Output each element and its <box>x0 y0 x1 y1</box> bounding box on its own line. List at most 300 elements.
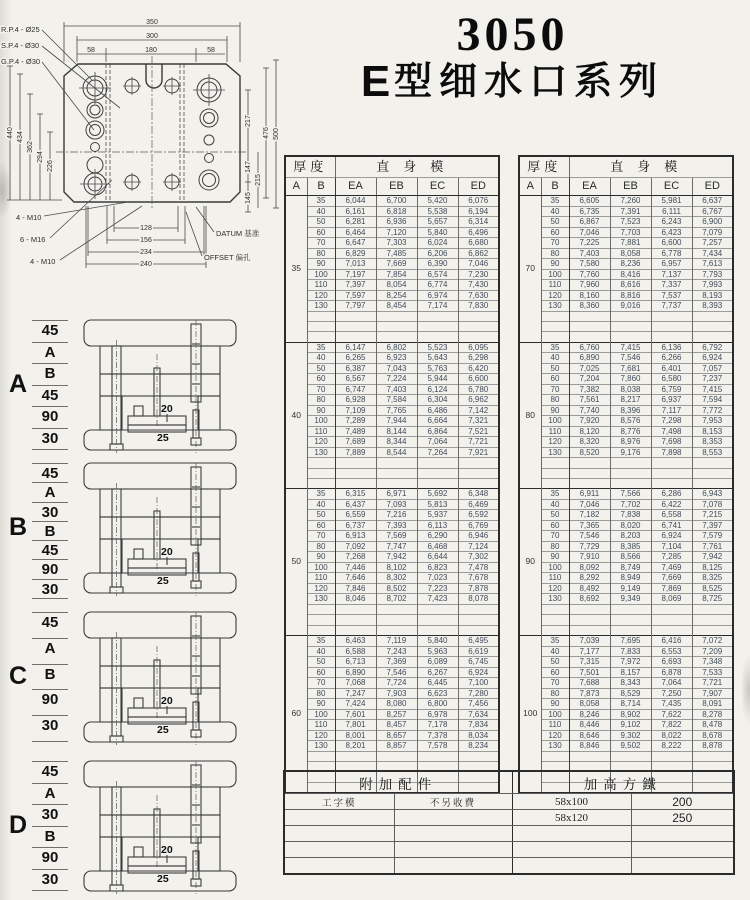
blank-cell <box>376 321 417 331</box>
dim-20-label: 20 <box>161 546 173 558</box>
price-cell: 6,416 <box>651 636 692 647</box>
price-row <box>519 730 733 741</box>
b-thickness-cell: 100 <box>541 269 569 280</box>
b-thickness-cell: 40 <box>307 353 335 364</box>
price-cell: 6,605 <box>569 196 610 207</box>
price-cell: 6,600 <box>651 238 692 249</box>
price-cell: 7,424 <box>335 699 376 710</box>
price-cell: 6,878 <box>651 667 692 678</box>
price-cell: 6,943 <box>692 489 733 500</box>
blank-cell <box>692 468 733 478</box>
price-cell: 6,553 <box>651 646 692 657</box>
price-cell: 9,302 <box>610 730 651 741</box>
price-row <box>285 562 499 573</box>
b-thickness-cell: 130 <box>307 301 335 312</box>
price-cell: 7,415 <box>610 342 651 353</box>
blank-cell <box>610 751 651 761</box>
price-row <box>519 499 733 510</box>
series-text: 型细水口系列 <box>394 61 665 104</box>
accessory-row <box>284 794 734 810</box>
blank-cell <box>610 604 651 614</box>
price-cell: 6,314 <box>458 217 499 228</box>
price-cell: 7,223 <box>417 583 458 594</box>
b-thickness-cell: 50 <box>307 363 335 374</box>
price-cell: 6,693 <box>651 657 692 668</box>
price-cell: 7,860 <box>610 374 651 385</box>
price-row <box>519 363 733 374</box>
blank-row <box>519 332 733 342</box>
price-cell: 7,068 <box>335 678 376 689</box>
price-cell: 7,264 <box>417 447 458 458</box>
blank-cell <box>692 604 733 614</box>
price-cell: 7,729 <box>569 541 610 552</box>
price-cell: 8,246 <box>569 709 610 720</box>
price-cell: 8,144 <box>376 426 417 437</box>
price-cell: 8,502 <box>376 583 417 594</box>
price-cell: 6,823 <box>417 562 458 573</box>
price-row <box>285 541 499 552</box>
price-cell: 6,044 <box>335 196 376 207</box>
blank-cell <box>610 332 651 342</box>
b-thickness-cell: 120 <box>307 730 335 741</box>
price-cell: 6,390 <box>417 259 458 270</box>
dimension-ladder <box>32 457 68 597</box>
price-cell: 6,304 <box>417 395 458 406</box>
col-b-header: B <box>307 178 335 196</box>
price-cell: 8,092 <box>569 562 610 573</box>
b-thickness-cell: 40 <box>307 499 335 510</box>
price-cell: 8,160 <box>569 290 610 301</box>
price-cell: 7,760 <box>569 269 610 280</box>
mold-cross-section <box>68 314 254 454</box>
price-cell: 9,102 <box>610 720 651 731</box>
blank-cell <box>307 332 335 342</box>
price-cell: 7,268 <box>335 552 376 563</box>
price-row <box>285 552 499 563</box>
price-cell: 6,647 <box>335 238 376 249</box>
blank-cell <box>376 625 417 635</box>
price-cell: 7,423 <box>417 594 458 605</box>
b-thickness-cell: 110 <box>541 280 569 291</box>
price-cell: 7,079 <box>692 227 733 238</box>
price-row <box>285 405 499 416</box>
b-thickness-cell: 60 <box>541 374 569 385</box>
price-cell: 8,222 <box>651 741 692 752</box>
price-cell: 7,772 <box>692 405 733 416</box>
mold-cross-section <box>68 606 254 746</box>
price-cell: 8,058 <box>610 248 651 259</box>
price-cell: 6,974 <box>417 290 458 301</box>
price-cell: 6,923 <box>376 353 417 364</box>
price-cell: 7,215 <box>692 510 733 521</box>
price-cell: 6,422 <box>651 499 692 510</box>
price-row <box>285 531 499 542</box>
price-cell: 8,776 <box>610 426 651 437</box>
price-cell: 7,378 <box>417 730 458 741</box>
b-thickness-cell: 90 <box>307 405 335 416</box>
b-thickness-cell: 100 <box>307 709 335 720</box>
price-cell: 6,928 <box>335 395 376 406</box>
price-cell: 7,197 <box>335 269 376 280</box>
price-row <box>519 217 733 228</box>
price-cell: 7,303 <box>376 238 417 249</box>
accessory-cell <box>394 826 512 842</box>
price-cell: 7,403 <box>376 384 417 395</box>
b-thickness-cell: 80 <box>307 395 335 406</box>
price-cell: 7,721 <box>458 437 499 448</box>
price-cell: 5,523 <box>417 342 458 353</box>
dim-58-right: 58 <box>207 47 215 54</box>
price-row <box>519 280 733 291</box>
blank-cell <box>651 615 692 625</box>
blank-cell <box>569 321 610 331</box>
price-row <box>519 573 733 584</box>
straight-mold-header: 直身模 <box>569 156 733 178</box>
blank-cell <box>541 468 569 478</box>
price-cell: 7,298 <box>651 416 692 427</box>
price-cell: 7,430 <box>458 280 499 291</box>
b-thickness-cell: 130 <box>307 447 335 458</box>
blank-row <box>519 321 733 331</box>
price-cell: 6,468 <box>417 541 458 552</box>
price-cell: 8,102 <box>376 562 417 573</box>
b-thickness-cell: 80 <box>307 688 335 699</box>
b-thickness-cell: 120 <box>541 583 569 594</box>
dim-label: 45 <box>32 320 68 342</box>
price-cell: 6,580 <box>651 374 692 385</box>
callout-rp: R.P.4 - Ø25 <box>1 25 40 34</box>
price-row <box>519 395 733 406</box>
price-row <box>285 720 499 731</box>
price-cell: 8,393 <box>692 301 733 312</box>
price-cell: 8,353 <box>692 437 733 448</box>
blank-cell <box>541 751 569 761</box>
section-letter: A <box>8 369 28 398</box>
blank-cell <box>651 458 692 468</box>
blank-cell <box>307 311 335 321</box>
blank-cell <box>569 332 610 342</box>
price-cell: 6,913 <box>335 531 376 542</box>
thickness-header: 厚度 <box>285 156 335 178</box>
b-thickness-cell: 60 <box>307 227 335 238</box>
thickness-header: 厚度 <box>519 156 569 178</box>
b-thickness-cell: 40 <box>541 206 569 217</box>
price-cell: 6,290 <box>417 531 458 542</box>
price-cell: 6,867 <box>569 217 610 228</box>
price-row <box>285 269 499 280</box>
blank-cell <box>335 311 376 321</box>
price-cell: 7,838 <box>610 510 651 521</box>
b-thickness-cell: 100 <box>541 709 569 720</box>
price-cell: 6,862 <box>458 248 499 259</box>
blank-cell <box>610 625 651 635</box>
accessory-row <box>284 810 734 826</box>
price-cell: 6,747 <box>335 384 376 395</box>
price-cell: 7,646 <box>335 573 376 584</box>
price-row <box>519 196 733 207</box>
price-row <box>519 405 733 416</box>
price-cell: 6,700 <box>376 196 417 207</box>
dim-label: B <box>32 363 68 385</box>
price-cell: 6,760 <box>569 342 610 353</box>
blank-cell <box>458 468 499 478</box>
price-cell: 5,840 <box>417 227 458 238</box>
price-cell: 8,525 <box>692 583 733 594</box>
dim-label: 45 <box>32 385 68 407</box>
price-row <box>285 709 499 720</box>
blank-cell <box>458 332 499 342</box>
price-cell: 5,657 <box>417 217 458 228</box>
blank-row <box>285 321 499 331</box>
b-thickness-cell: 100 <box>307 562 335 573</box>
price-cell: 7,546 <box>569 531 610 542</box>
dim-25-label: 25 <box>157 432 169 444</box>
b-thickness-cell: 90 <box>307 552 335 563</box>
a-thickness-cell: 80 <box>519 342 541 489</box>
price-cell: 6,792 <box>692 342 733 353</box>
price-cell: 6,936 <box>376 217 417 228</box>
col-ed-header: ED <box>692 178 733 196</box>
blank-cell <box>569 478 610 488</box>
price-row <box>519 238 733 249</box>
b-thickness-cell: 90 <box>541 405 569 416</box>
price-cell: 7,064 <box>651 678 692 689</box>
col-ec-header: EC <box>651 178 692 196</box>
price-cell: 6,089 <box>417 657 458 668</box>
price-cell: 6,315 <box>335 489 376 500</box>
price-cell: 7,689 <box>335 437 376 448</box>
blank-cell <box>307 321 335 331</box>
price-cell: 7,953 <box>692 416 733 427</box>
price-cell: 5,763 <box>417 363 458 374</box>
dim-label: 30 <box>32 804 68 826</box>
price-cell: 8,529 <box>610 688 651 699</box>
price-row <box>519 248 733 259</box>
price-row <box>285 290 499 301</box>
blank-cell <box>307 458 335 468</box>
b-thickness-cell: 35 <box>541 196 569 207</box>
blank-cell <box>610 458 651 468</box>
price-cell: 8,325 <box>692 573 733 584</box>
price-cell: 8,878 <box>692 741 733 752</box>
b-thickness-cell: 50 <box>307 510 335 521</box>
blank-cell <box>458 615 499 625</box>
b-thickness-cell: 130 <box>541 447 569 458</box>
price-cell: 7,013 <box>335 259 376 270</box>
price-cell: 6,680 <box>458 238 499 249</box>
price-cell: 7,578 <box>417 741 458 752</box>
section-letter: D <box>8 810 28 839</box>
blank-row <box>285 751 499 761</box>
b-thickness-cell: 100 <box>307 416 335 427</box>
price-row <box>285 395 499 406</box>
blank-cell <box>376 615 417 625</box>
dim-label: A <box>32 342 68 364</box>
price-cell: 7,391 <box>610 206 651 217</box>
b-thickness-cell: 70 <box>307 531 335 542</box>
price-row <box>519 699 733 710</box>
price-row <box>519 594 733 605</box>
price-row <box>285 730 499 741</box>
price-cell: 8,646 <box>569 730 610 741</box>
dim-25-label: 25 <box>157 575 169 587</box>
price-cell: 7,064 <box>417 437 458 448</box>
price-cell: 7,243 <box>376 646 417 657</box>
blank-cell <box>417 625 458 635</box>
price-cell: 5,420 <box>417 196 458 207</box>
price-cell: 8,022 <box>651 730 692 741</box>
dimension-ladder <box>32 755 68 895</box>
riser-block-header: 加高方鐵 <box>512 771 734 794</box>
mold-section-D <box>4 755 266 895</box>
blank-cell <box>307 478 335 488</box>
price-cell: 8,278 <box>692 709 733 720</box>
price-cell: 7,695 <box>610 636 651 647</box>
blank-cell <box>541 311 569 321</box>
dim-label: 45 <box>32 761 68 783</box>
b-thickness-cell: 35 <box>541 489 569 500</box>
price-cell: 8,553 <box>692 447 733 458</box>
b-thickness-cell: 70 <box>307 678 335 689</box>
price-row <box>519 531 733 542</box>
price-cell: 7,960 <box>569 280 610 291</box>
price-cell: 6,818 <box>376 206 417 217</box>
price-cell: 7,737 <box>651 301 692 312</box>
dim-label: 30 <box>32 428 68 451</box>
price-cell: 6,486 <box>417 405 458 416</box>
blank-cell <box>610 311 651 321</box>
price-cell: 6,124 <box>417 384 458 395</box>
blank-cell <box>417 458 458 468</box>
price-cell: 7,580 <box>569 259 610 270</box>
blank-cell <box>458 321 499 331</box>
price-cell: 7,622 <box>651 709 692 720</box>
price-row <box>519 489 733 500</box>
blank-cell <box>610 468 651 478</box>
model-number: 3050 <box>456 8 569 61</box>
blank-cell <box>307 751 335 761</box>
price-row <box>519 353 733 364</box>
price-cell: 6,574 <box>417 269 458 280</box>
price-cell: 7,285 <box>651 552 692 563</box>
price-cell: 5,840 <box>417 636 458 647</box>
price-cell: 8,203 <box>610 531 651 542</box>
price-cell: 7,834 <box>458 720 499 731</box>
dim-25-label: 25 <box>157 724 169 736</box>
price-cell: 6,937 <box>651 395 692 406</box>
price-table-right <box>518 155 734 794</box>
price-cell: 7,546 <box>610 353 651 364</box>
price-cell: 7,247 <box>335 688 376 699</box>
b-thickness-cell: 90 <box>541 699 569 710</box>
series-prefix: E <box>360 57 395 107</box>
price-header-row <box>519 156 733 178</box>
b-thickness-cell: 80 <box>541 248 569 259</box>
blank-cell <box>417 615 458 625</box>
price-cell: 7,348 <box>692 657 733 668</box>
dim-217: 217 <box>245 115 252 127</box>
price-cell: 7,023 <box>417 573 458 584</box>
dim-128: 128 <box>140 225 152 232</box>
blank-cell <box>376 468 417 478</box>
price-cell: 7,178 <box>417 720 458 731</box>
price-cell: 8,714 <box>610 699 651 710</box>
price-cell: 7,921 <box>458 447 499 458</box>
price-cell: 6,423 <box>651 227 692 238</box>
b-thickness-cell: 60 <box>307 667 335 678</box>
blank-cell <box>376 604 417 614</box>
price-cell: 8,725 <box>692 594 733 605</box>
b-thickness-cell: 110 <box>541 426 569 437</box>
price-row <box>519 510 733 521</box>
a-thickness-cell: 60 <box>285 636 307 794</box>
price-row <box>519 720 733 731</box>
price-cell: 7,302 <box>458 552 499 563</box>
price-cell: 8,478 <box>692 720 733 731</box>
b-thickness-cell: 110 <box>307 280 335 291</box>
blank-row <box>519 751 733 761</box>
price-cell: 7,397 <box>335 280 376 291</box>
b-thickness-cell: 90 <box>307 259 335 270</box>
price-cell: 7,569 <box>376 531 417 542</box>
price-cell: 8,034 <box>458 730 499 741</box>
price-cell: 7,257 <box>692 238 733 249</box>
price-cell: 6,281 <box>335 217 376 228</box>
price-cell: 8,344 <box>376 437 417 448</box>
accessory-cell <box>394 842 512 858</box>
price-cell: 6,911 <box>569 489 610 500</box>
price-cell: 8,396 <box>610 405 651 416</box>
price-row <box>519 206 733 217</box>
price-cell: 8,385 <box>610 541 651 552</box>
blank-cell <box>651 478 692 488</box>
blank-row <box>519 458 733 468</box>
b-thickness-cell: 100 <box>541 416 569 427</box>
price-cell: 6,286 <box>651 489 692 500</box>
accessory-cell: 工字模 <box>284 794 394 810</box>
col-ea-header: EA <box>569 178 610 196</box>
price-cell: 6,445 <box>417 678 458 689</box>
price-row <box>519 562 733 573</box>
price-cell: 6,161 <box>335 206 376 217</box>
blank-cell <box>651 311 692 321</box>
price-cell: 6,800 <box>417 699 458 710</box>
price-cell: 6,496 <box>458 227 499 238</box>
accessory-row <box>284 858 734 875</box>
callout-4m10-top: 4 - M10 <box>16 213 42 222</box>
price-cell: 6,778 <box>651 248 692 259</box>
blank-cell <box>569 751 610 761</box>
blank-row <box>285 604 499 614</box>
price-cell: 7,109 <box>335 405 376 416</box>
price-row <box>519 667 733 678</box>
price-cell: 7,793 <box>692 269 733 280</box>
blank-cell <box>692 478 733 488</box>
price-cell: 8,054 <box>376 280 417 291</box>
price-row <box>285 206 499 217</box>
price-cell: 6,024 <box>417 238 458 249</box>
price-cell: 6,735 <box>569 206 610 217</box>
price-cell: 7,072 <box>692 636 733 647</box>
b-thickness-cell: 110 <box>541 573 569 584</box>
blank-row <box>519 478 733 488</box>
price-row <box>519 227 733 238</box>
blank-row <box>519 615 733 625</box>
accessory-cell: 58x100 <box>512 794 631 810</box>
price-cell: 8,816 <box>610 290 651 301</box>
series-title <box>285 57 740 107</box>
price-cell: 6,495 <box>458 636 499 647</box>
